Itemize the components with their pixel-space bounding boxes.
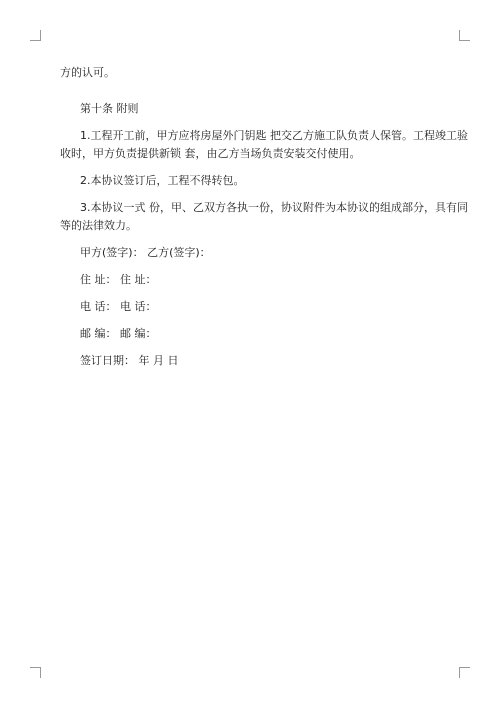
clause-3-line-1: 3.本协议一式 份，甲、乙双方各执一份，协议附件为本协议的组成部分，具有同 (80, 201, 468, 214)
signature-date: 签订日期： 年 月 日 (80, 354, 179, 367)
clause-1-line-2: 收时，甲方负责提供新锁 套，由乙方当场负责安装交付使用。 (60, 147, 361, 160)
clause-3-cont (60, 217, 440, 235)
crop-mark-bottom-right (459, 667, 470, 678)
signature-phone: 电 话： 电 话： (80, 300, 157, 313)
document-body (60, 64, 468, 370)
clause-2: 2.本协议签订后，工程不得转包。 (80, 174, 245, 187)
clause-3-line-2: 等的法律效力。 (60, 219, 137, 232)
clause-1-cont (60, 145, 440, 163)
clause-1 (60, 127, 468, 145)
crop-mark-top-right (459, 30, 470, 41)
crop-mark-bottom-left (30, 667, 41, 678)
crop-mark-top-left (30, 30, 41, 41)
paragraph-continuation: 方的认可。 (60, 66, 115, 79)
section-heading: 第十条 附则 (80, 102, 139, 115)
signature-postcode: 邮 编： 邮 编： (80, 327, 157, 340)
clause-1-line-1: 1.工程开工前，甲方应将房屋外门钥匙 把交乙方施工队负责人保管。工程竣工验 (80, 129, 468, 142)
signature-parties: 甲方(签字)： 乙方(签字)： (80, 246, 211, 259)
clause-3 (60, 199, 468, 217)
signature-address: 住 址： 住 址： (80, 273, 157, 286)
